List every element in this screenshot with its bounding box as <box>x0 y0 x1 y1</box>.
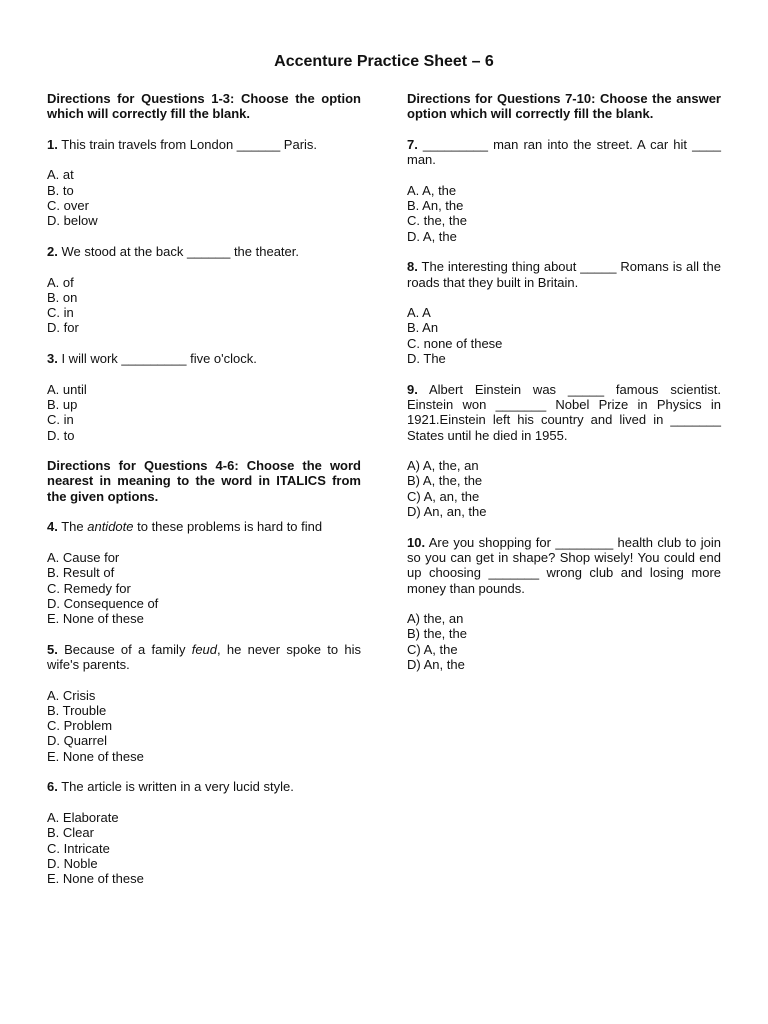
question-number: 4. <box>47 519 58 535</box>
option: D. Quarrel <box>47 733 107 749</box>
option: B) A, the, the <box>407 473 483 489</box>
option: B. to <box>47 182 74 198</box>
option: B. on <box>47 289 78 305</box>
option: C. Problem <box>47 718 113 734</box>
directions-q1-3: Directions for Questions 1-3: Choose the option which will correctly fill the blank. <box>47 91 361 122</box>
option: B. up <box>47 396 78 412</box>
option: D) An, the <box>407 656 465 672</box>
question-5 <box>47 642 361 764</box>
question-number: 3. <box>47 351 58 367</box>
question-text <box>407 535 721 596</box>
question-text <box>47 137 361 152</box>
option: D. Noble <box>47 855 98 871</box>
option: C. none of these <box>407 335 503 351</box>
option: A. until <box>47 381 87 397</box>
right-column <box>407 91 721 672</box>
question-text <box>407 259 721 290</box>
question-text <box>47 642 361 673</box>
option: B. Trouble <box>47 702 107 718</box>
option: D. Consequence of <box>47 595 159 611</box>
option: A) A, the, an <box>407 458 479 474</box>
option: D. below <box>47 213 98 229</box>
question-text <box>47 779 361 794</box>
option: A. Crisis <box>47 687 96 703</box>
option: D. The <box>407 351 446 367</box>
question-4 <box>47 519 361 626</box>
option: C) A, the <box>407 641 458 657</box>
question-text <box>47 244 361 259</box>
question-9 <box>407 382 721 520</box>
option: C. over <box>47 198 89 214</box>
option: D. A, the <box>407 228 457 244</box>
question-stem: I will work _________ five o'clock. <box>57 351 257 367</box>
question-number: 8. <box>407 259 418 275</box>
question-6 <box>47 779 361 886</box>
question-number: 2. <box>47 243 58 259</box>
option: B. An <box>407 320 439 336</box>
option: D. for <box>47 320 79 336</box>
question-1 <box>47 137 361 229</box>
question-10 <box>407 535 721 673</box>
question-7 <box>407 137 721 244</box>
option: B. An, the <box>407 198 464 214</box>
page-title: Accenture Practice Sheet – 6 <box>274 53 494 70</box>
question-stem: This train travels from London ______ Paris. <box>57 136 318 152</box>
question-stem: The interesting thing about _____ Romans is all the roads that they built in Britain. <box>407 259 721 290</box>
question-8 <box>407 259 721 366</box>
question-text <box>47 351 361 366</box>
question-number: 5. <box>47 641 58 657</box>
question-stem-pre: Because of a family <box>57 641 192 657</box>
option: A. of <box>47 274 74 290</box>
question-stem: _________ man ran into the street. A car hit ____ man. <box>407 136 721 168</box>
question-3 <box>47 351 361 443</box>
question-stem-pre: The <box>57 519 88 535</box>
option: D) An, an, the <box>407 504 487 520</box>
option: A) the, an <box>407 611 464 627</box>
option: B. Clear <box>47 825 94 841</box>
option: C. Remedy for <box>47 580 131 596</box>
left-column <box>47 91 361 886</box>
option: E. None of these <box>47 611 144 627</box>
option: C. in <box>47 412 74 428</box>
option: A. Cause for <box>47 549 120 565</box>
italic-word: feud <box>191 641 218 657</box>
question-2 <box>47 244 361 336</box>
question-text <box>407 382 721 443</box>
option: E. None of these <box>47 871 144 887</box>
option: A. A <box>407 305 431 321</box>
italic-word: antidote <box>87 519 134 535</box>
option: C. the, the <box>407 213 467 229</box>
directions-q7-10: Directions for Questions 7-10: Choose the answer option which will correctly fill the blank. <box>407 91 721 122</box>
question-number: 7. <box>407 136 418 152</box>
option: A. A, the <box>407 182 457 198</box>
question-stem-post: to these problems is hard to find <box>133 519 323 535</box>
question-stem: Are you shopping for ________ health club to join so you can get in shape? Shop wisely! You could end up choosing _______ wrong club and losing more money than pounds. <box>407 534 721 596</box>
option: B) the, the <box>407 626 467 642</box>
question-number: 9. <box>407 381 418 397</box>
question-number: 1. <box>47 136 58 152</box>
option: E. None of these <box>47 748 144 764</box>
option: B. Result of <box>47 565 115 581</box>
option: C. in <box>47 305 74 321</box>
question-text <box>47 519 361 534</box>
question-text <box>407 137 721 168</box>
option: A. at <box>47 167 74 183</box>
option: C. Intricate <box>47 840 110 856</box>
question-number: 10. <box>407 534 426 550</box>
question-stem: We stood at the back ______ the theater. <box>57 243 299 259</box>
question-number: 6. <box>47 779 58 795</box>
option: A. Elaborate <box>47 809 119 825</box>
question-stem-post: , he never spoke to his wife's parents. <box>47 641 361 672</box>
directions-q4-6: Directions for Questions 4-6: Choose the word nearest in meaning to the word in ITALICS from the given options. <box>47 458 361 504</box>
question-stem: The article is written in a very lucid style. <box>57 779 294 795</box>
option: D. to <box>47 427 75 443</box>
option: C) A, an, the <box>407 488 480 504</box>
question-stem: Albert Einstein was _____ famous scientist. Einstein won _______ Nobel Prize in Physics in 1921.Einstein left his country and lived in _______ States until he died in 1955. <box>407 381 721 443</box>
